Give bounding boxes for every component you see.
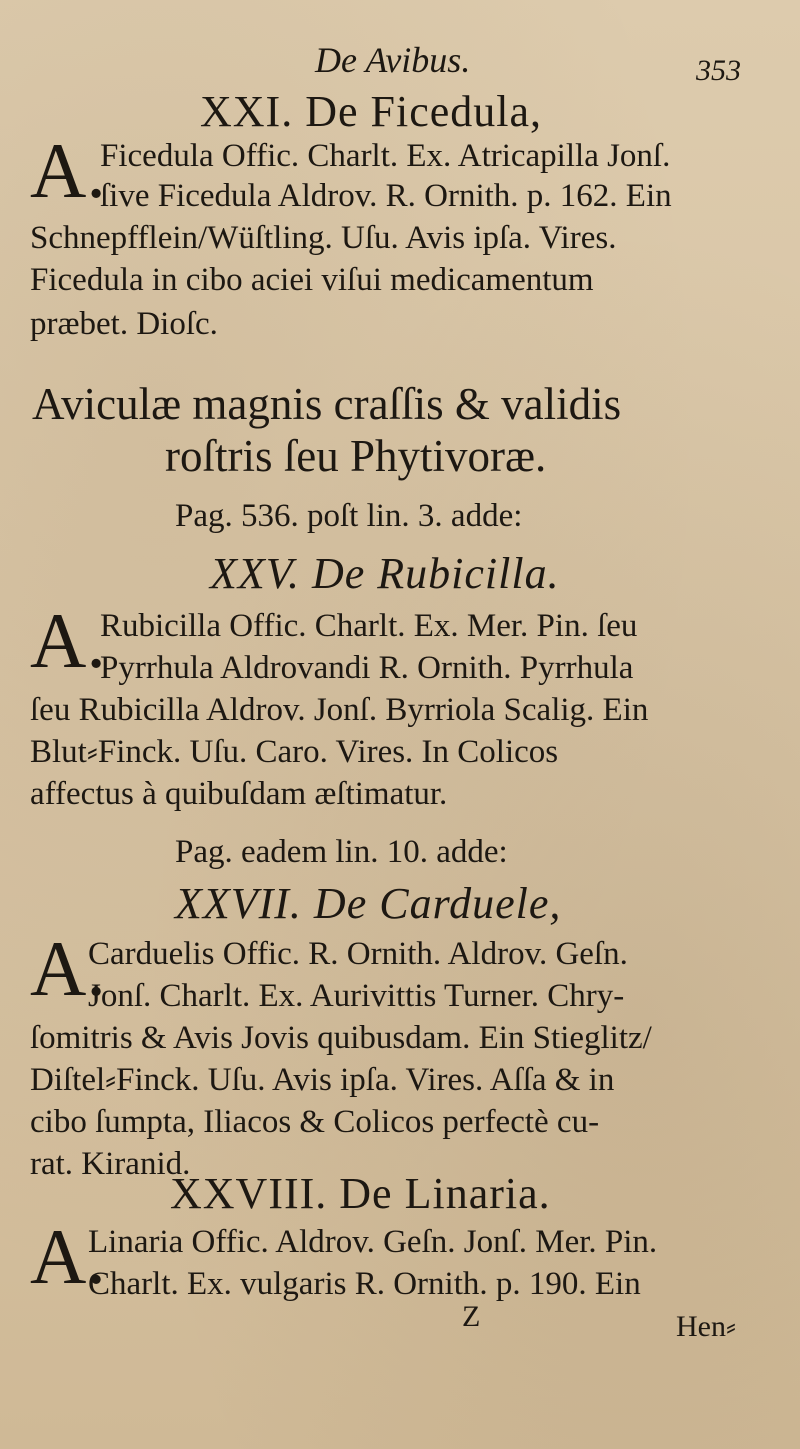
- text-line: Carduelis Offic. R. Ornith. Aldrov. Geſn.: [88, 936, 628, 972]
- text-line: cibo ſumpta, Iliacos & Colicos perfectè cu-: [30, 1104, 600, 1140]
- initial-letter: A.: [30, 127, 106, 214]
- text-line: Rubicilla Offic. Charlt. Ex. Mer. Pin. ſeu: [100, 608, 638, 644]
- initial-letter: A.: [30, 1213, 106, 1300]
- text-line: præbet. Dioſc.: [30, 306, 218, 342]
- text-line: Linaria Offic. Aldrov. Geſn. Jonſ. Mer. Pin.: [88, 1224, 658, 1260]
- addendum-note: Pag. 536. poſt lin. 3. adde:: [175, 498, 523, 534]
- text-line: Jonſ. Charlt. Ex. Aurivittis Turner. Chry-: [88, 978, 625, 1014]
- text-line: affectus à quibuſdam æſtimatur.: [30, 776, 448, 812]
- initial-letter: A.: [30, 597, 106, 684]
- text-line: ſomitris & Avis Jovis quibusdam. Ein Stieglitz/: [30, 1020, 652, 1056]
- text-line: Charlt. Ex. vulgaris R. Ornith. p. 190. Ein: [88, 1266, 641, 1302]
- text-line: ſeu Rubicilla Aldrov. Jonſ. Byrriola Scalig. Ein: [30, 692, 649, 728]
- catchword: Hen⸗: [676, 1310, 736, 1343]
- text-line: Blut⸗Finck. Uſu. Caro. Vires. In Colicos: [30, 734, 559, 770]
- text-line: Ficedula Offic. Charlt. Ex. Atricapilla Jonſ.: [100, 138, 671, 174]
- running-head: De Avibus.: [315, 40, 471, 80]
- section-heading-carduele: XXVII. De Carduele,: [175, 879, 562, 928]
- page-number: 353: [696, 54, 741, 87]
- text-line: rat. Kiranid.: [30, 1146, 191, 1182]
- text-line: Ficedula in cibo aciei viſui medicamentum: [30, 262, 594, 298]
- addendum-note: Pag. eadem lin. 10. adde:: [175, 834, 508, 870]
- section-heading-ficedula: XXI. De Ficedula,: [200, 87, 543, 136]
- initial-letter: A.: [30, 925, 106, 1012]
- section-heading-linaria: XXVIII. De Linaria.: [170, 1169, 551, 1218]
- text-line: Diſtel⸗Finck. Uſu. Avis ipſa. Vires. Aſſa & in: [30, 1062, 615, 1098]
- signature-mark: Z: [462, 1300, 481, 1333]
- text-line: Schnepfflein/Wüſtling. Uſu. Avis ipſa. Vires.: [30, 220, 617, 256]
- text-line: ſive Ficedula Aldrov. R. Ornith. p. 162. Ein: [100, 178, 672, 214]
- group-heading-line: roſtris ſeu Phytivoræ.: [165, 431, 547, 481]
- section-heading-rubicilla: XXV. De Rubicilla.: [210, 549, 560, 598]
- text-line: Pyrrhula Aldrovandi R. Ornith. Pyrrhula: [100, 650, 634, 686]
- group-heading-line: Aviculæ magnis craſſis & validis: [32, 379, 622, 429]
